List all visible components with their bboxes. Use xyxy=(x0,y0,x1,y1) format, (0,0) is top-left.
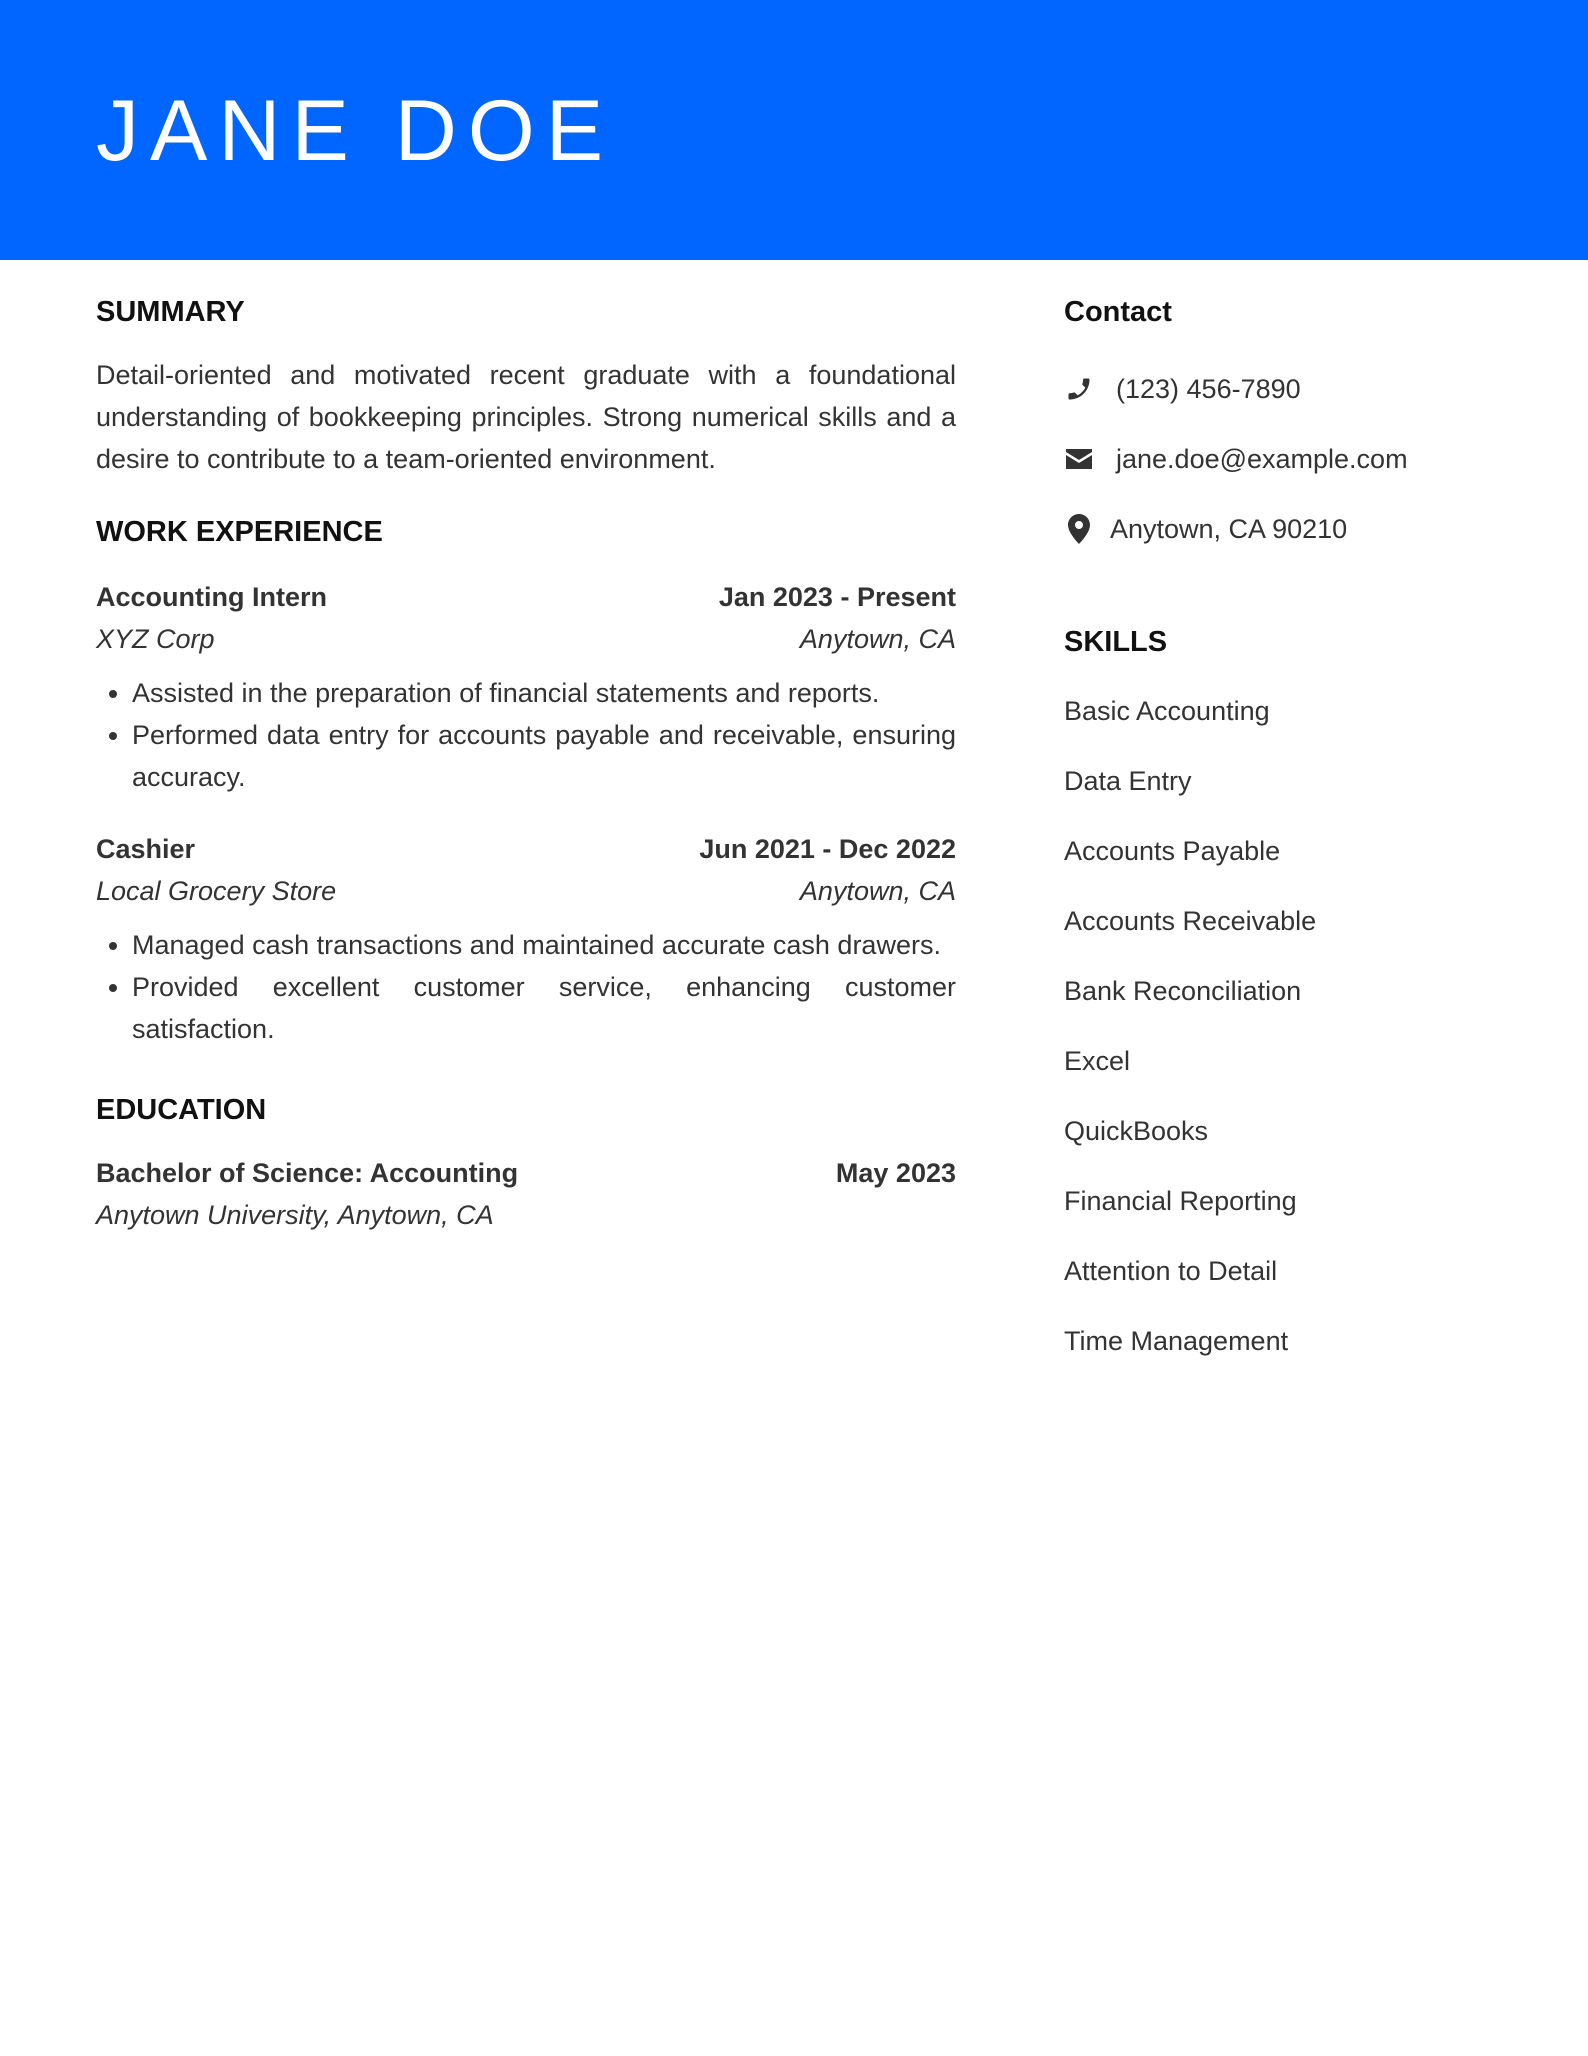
contact-heading: Contact xyxy=(1064,296,1172,328)
job-bullets xyxy=(96,924,956,1050)
job-title: Cashier xyxy=(96,834,196,864)
job-bullet: • Managed cash transactions and maintained accurate cash drawers. xyxy=(132,924,956,966)
email-address: jane.doe@example.com xyxy=(1116,443,1408,474)
skills-list xyxy=(1064,676,1504,1376)
job-dates: Jun 2021 - Dec 2022 xyxy=(699,834,956,864)
skill-item: Accounts Receivable xyxy=(1064,906,1317,936)
summary-heading: SUMMARY xyxy=(96,296,245,328)
envelope-icon xyxy=(1064,444,1094,474)
skill-item: Basic Accounting xyxy=(1064,696,1270,726)
job-entry xyxy=(96,576,956,798)
job-bullet: • Provided excellent customer service, enhancing customer satisfaction. xyxy=(132,966,956,1050)
job-bullets xyxy=(96,672,956,798)
job-bullet: • Performed data entry for accounts payable and receivable, ensuring accuracy. xyxy=(132,714,956,798)
skill-item: Attention to Detail xyxy=(1064,1256,1278,1286)
sidebar-column xyxy=(1064,288,1504,1376)
summary-text: Detail-oriented and motivated recent graduate with a foundational understanding of bookkeeping principles. Strong numerical skills and a desire to contribute to a team-oriented environment. xyxy=(96,360,956,474)
location-text: Anytown, CA 90210 xyxy=(1110,513,1348,544)
map-pin-icon xyxy=(1064,514,1094,544)
school: Anytown University, Anytown, CA xyxy=(96,1200,494,1230)
job-company: Local Grocery Store xyxy=(96,876,337,906)
skill-item: Financial Reporting xyxy=(1064,1186,1297,1216)
skill-item: QuickBooks xyxy=(1064,1116,1209,1146)
skill-item: Data Entry xyxy=(1064,766,1192,796)
education-entry xyxy=(96,1152,956,1236)
graduation-date: May 2023 xyxy=(835,1158,956,1188)
education-section xyxy=(96,1086,956,1236)
contact-list xyxy=(1064,354,1504,564)
contact-section xyxy=(1064,288,1504,564)
skill-item: Accounts Payable xyxy=(1064,836,1281,866)
candidate-name: JANE DOE xyxy=(96,83,615,179)
contact-email[interactable] xyxy=(1064,424,1504,494)
skill-item: Excel xyxy=(1064,1046,1131,1076)
job-location: Anytown, CA xyxy=(799,624,956,654)
contact-location xyxy=(1064,494,1504,564)
job-entry xyxy=(96,828,956,1050)
header-banner xyxy=(0,0,1588,260)
phone-icon xyxy=(1064,374,1094,404)
job-title: Accounting Intern xyxy=(96,582,327,612)
job-location: Anytown, CA xyxy=(799,876,956,906)
job-dates: Jan 2023 - Present xyxy=(718,582,956,612)
skill-item: Time Management xyxy=(1064,1326,1289,1356)
skills-heading: SKILLS xyxy=(1064,626,1168,658)
summary-section xyxy=(96,288,956,480)
work-experience-heading: WORK EXPERIENCE xyxy=(96,516,383,548)
skills-section xyxy=(1064,618,1504,1376)
skill-item: Bank Reconciliation xyxy=(1064,976,1302,1006)
contact-phone[interactable] xyxy=(1064,354,1504,424)
job-bullet: • Assisted in the preparation of financial statements and reports. xyxy=(132,672,956,714)
degree: Bachelor of Science: Accounting xyxy=(96,1158,519,1188)
work-experience-section xyxy=(96,508,956,1050)
job-company: XYZ Corp xyxy=(96,624,215,654)
phone-number: (123) 456-7890 xyxy=(1116,373,1301,404)
education-heading: EDUCATION xyxy=(96,1094,267,1126)
main-column xyxy=(96,288,956,1236)
